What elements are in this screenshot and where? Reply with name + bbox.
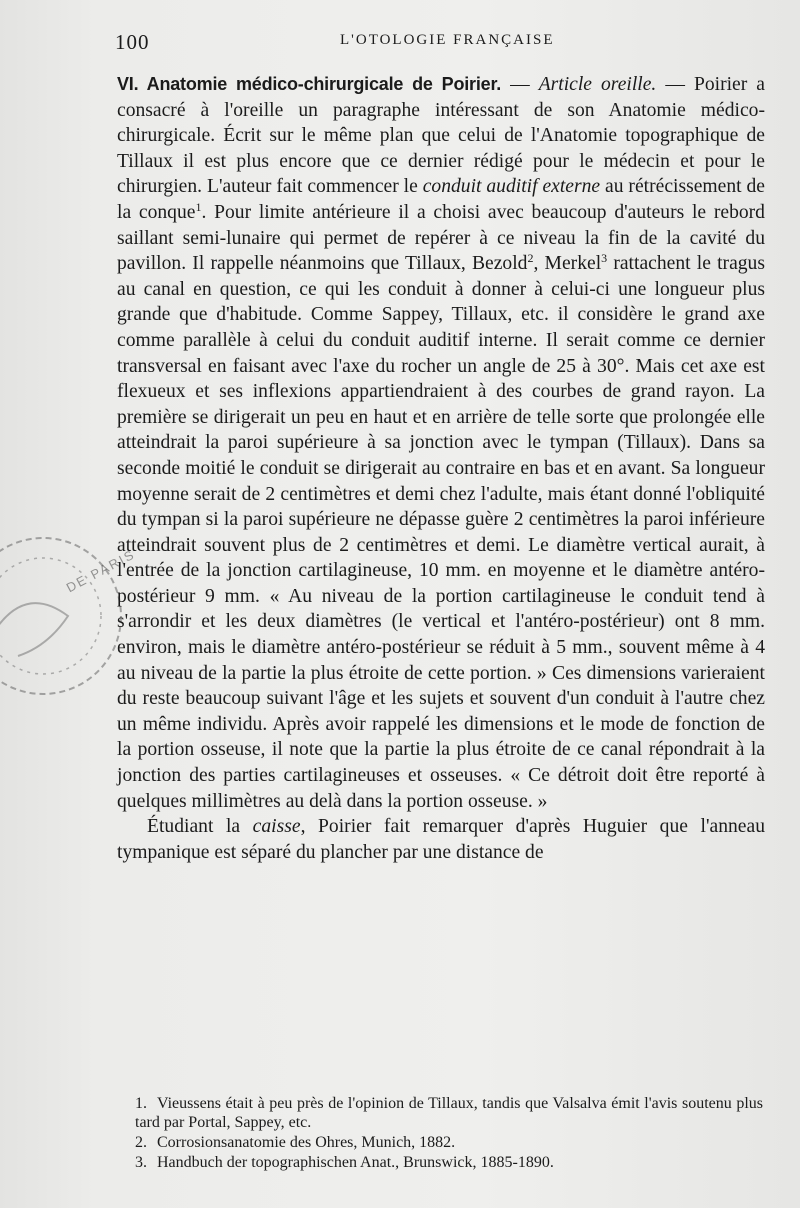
footnote-text: Vieussens était à peu près de l'opinion de Tillaux, tandis que Valsalva émit l'avis soutenu plus tard par Portal, Sappey, etc. <box>135 1095 763 1131</box>
footnote-number: 3. <box>135 1154 147 1171</box>
article-label: Article oreille. <box>538 74 657 95</box>
footnotes <box>135 1094 763 1173</box>
footnote-2 <box>135 1133 763 1152</box>
p1-text-c: . Pour limite antérieure il a choisi avec beaucoup d'auteurs le rebord saillant semi-lunaire qui permet de repérer à ce niveau la fin de la cavité du pavillon. Il rappelle néanmoins que Tillaux, Bezold <box>117 201 765 275</box>
footnote-ref-3[interactable]: 3 <box>601 251 608 266</box>
p1-text-a: — Poirier a consacré à l'oreille un paragraphe intéressant de son Anatomie médico-chirurgicale. Écrit sur le même plan que celui de l'Anatomie topographique de Tillaux il est plus encore que ce dernier rédigé pour le médecin et pour le chirurgien. L'auteur fait commencer le <box>117 74 765 198</box>
footnote-text: Handbuch der topographischen Anat., Brunswick, 1885-1890. <box>157 1154 554 1171</box>
p2-text-a: Étudiant la <box>147 816 253 838</box>
section-heading: VI. Anatomie médico-chirurgicale de Poirier. <box>117 74 502 94</box>
library-stamp-icon <box>0 506 128 716</box>
p1-text-e: rattachent le tragus au canal en question, ce qui les conduit à donner à celui-ci une longueur plus grande que d'habitude. Comme Sappey, Tillaux, etc. il considère le grand axe comme parallèle à celui du conduit auditif interne. Il serait comme ce dernier transversal en faisant avec l'axe du rocher un angle de 25 à 30°. Mais cet axe est flexueux et ses inflexions appartiendraient à des courbes de grand rayon. La première se dirigerait un peu en haut et en arrière de telle sorte que prolongée elle atteindrait la paroi supérieure à sa jonction avec le tympan (Tillaux). Dans sa seconde moitié le conduit se dirigerait au contraire en bas et en avant. Sa longueur moyenne serait de 2 centimètres et demi chez l'adulte, mais étant donné l'obliquité du tympan si la paroi supérieure ne dépasse guère 2 centimètres la paroi inférieure atteindrait souvent plus de 2 centimètres et demi. Le diamètre vertical aurait, à l'entrée de la jonction cartilagineuse, 10 mm. en moyenne et le diamètre antéro-postérieur 9 mm. « Au niveau de la portion cartilagineuse le conduit tend à s'arrondir et les deux diamètres (le vertical et l'antéro-postérieur) ont 8 mm. environ, mais le diamètre antéro-postérieur se réduit à 5 mm., souvent même à 4 au niveau de la partie la plus étroite de cette portion. » Ces dimensions varieraient du reste beaucoup suivant l'âge et les sujets et souvent d'un conduit à l'autre chez un même individu. Après avoir rappelé les dimensions et le mode de fonction de la portion osseuse, il note que la partie la plus étroite de ce canal répondrait à la jonction des parties cartilagineuses et osseuses. « Ce détroit doit être reporté à quelques millimètres au delà dans la portion osseuse. » <box>117 253 765 812</box>
p2-italic-term: caisse <box>252 816 301 838</box>
footnote-3 <box>135 1153 763 1172</box>
p1-italic-term: conduit auditif externe <box>422 176 601 198</box>
footnote-number: 2. <box>135 1134 147 1151</box>
footnote-1 <box>135 1094 763 1132</box>
p1-text-b: au rétrécissement de la conque <box>117 176 765 223</box>
running-title: L'OTOLOGIE FRANÇAISE <box>340 32 555 48</box>
paragraph-2 <box>117 814 765 865</box>
stamp-text: DE PARIS <box>63 546 138 596</box>
page-number: 100 <box>115 30 150 54</box>
footnote-ref-1[interactable]: 1 <box>195 199 202 214</box>
p1-text-d: , Merkel <box>533 253 602 275</box>
running-head <box>115 30 760 56</box>
paragraph-1 <box>117 72 765 814</box>
body-text <box>117 72 765 865</box>
footnote-ref-2[interactable]: 2 <box>527 251 534 266</box>
heading-dash: — <box>501 74 539 95</box>
footnote-text: Corrosionsanatomie des Ohres, Munich, 1882. <box>157 1134 456 1151</box>
p2-text-b: , Poirier fait remarquer d'après Huguier que l'anneau tympanique est séparé du plancher par une distance de <box>117 816 765 863</box>
footnote-number: 1. <box>135 1095 147 1112</box>
